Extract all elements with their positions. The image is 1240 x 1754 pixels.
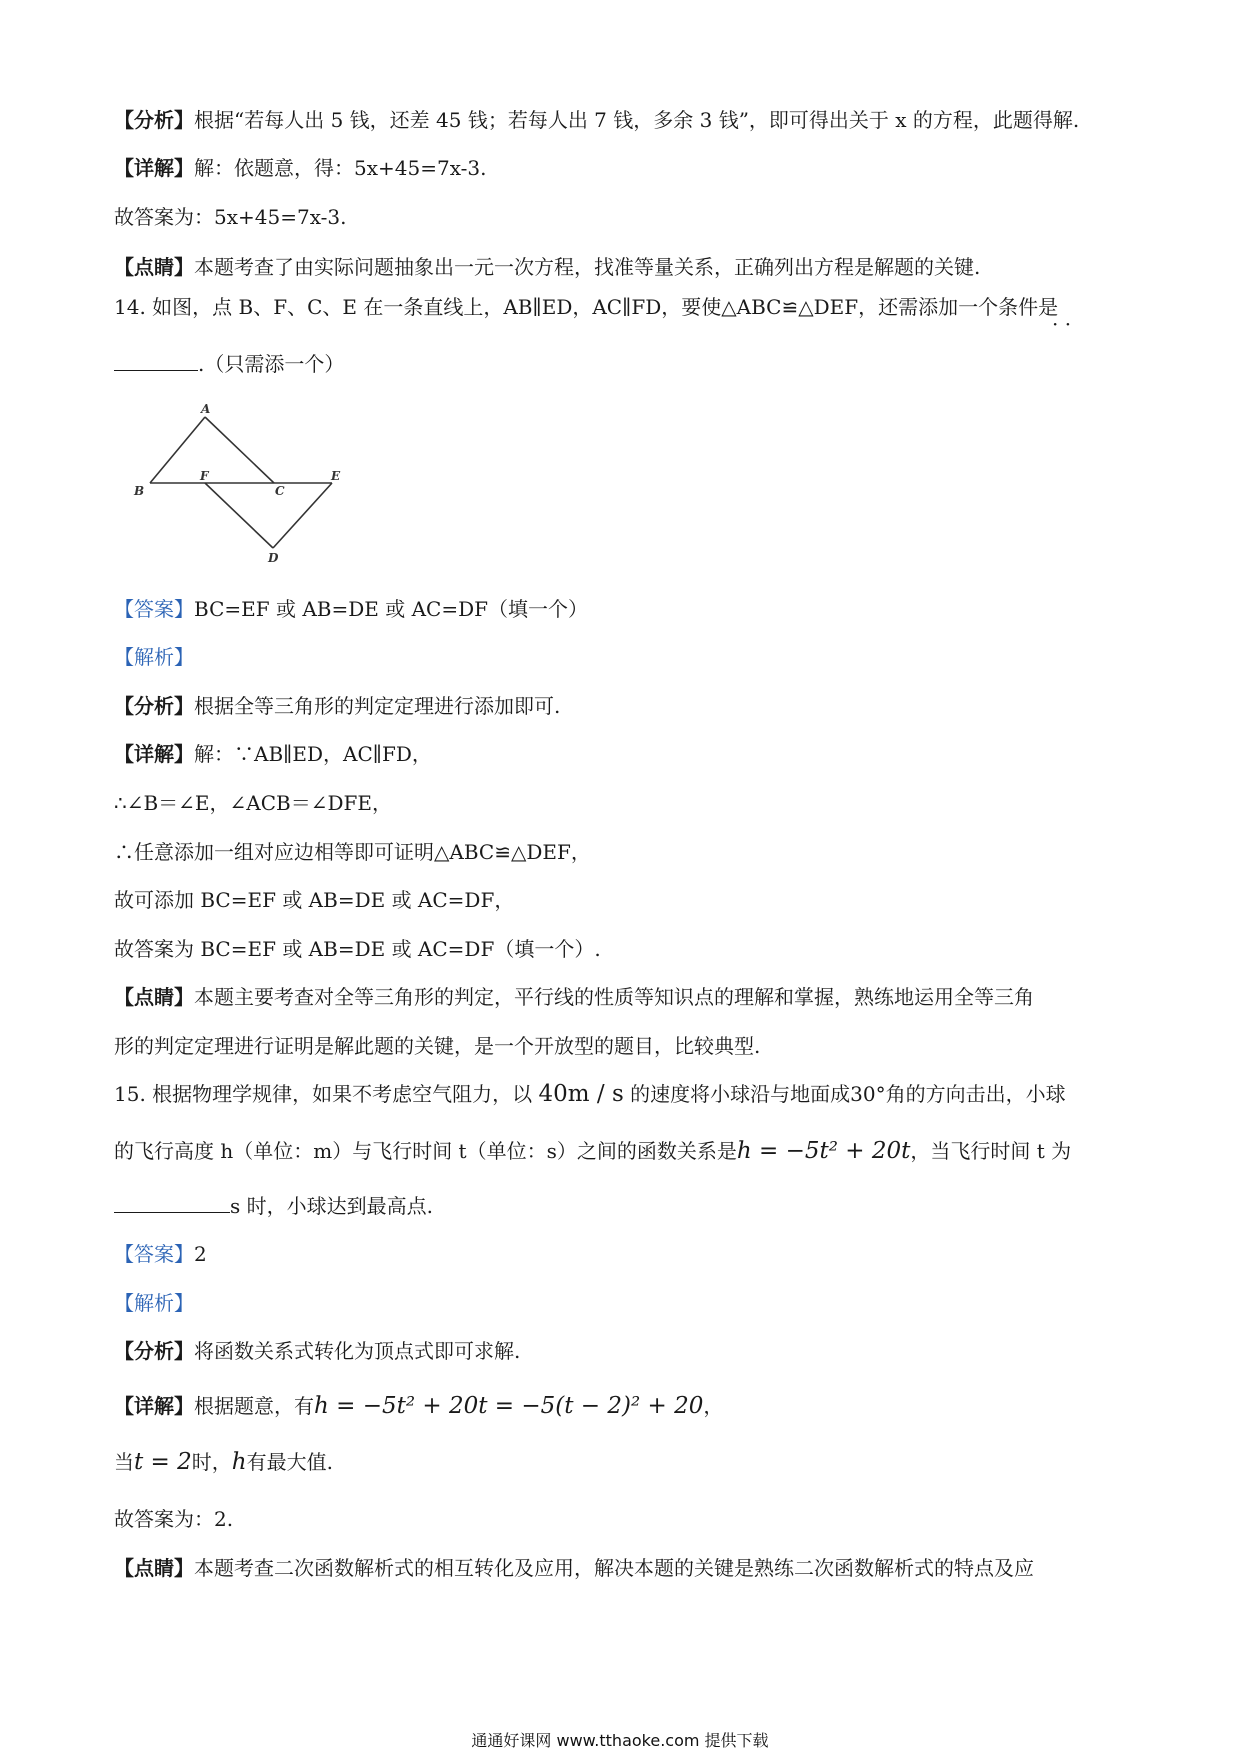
q15-explain (114, 1289, 194, 1317)
q13-comment (114, 253, 980, 281)
question-text: 14. 如图，点 B、F、C、E 在一条直线上，AB∥ED，AC∥FD，要使△ABC≌△DEF，还需添加一个条件是 (114, 295, 1059, 319)
answer-tag: 【答案】 (114, 597, 194, 621)
q13-answer-line (114, 203, 346, 231)
q15-when (114, 1448, 333, 1476)
q14-step4 (114, 935, 601, 963)
q14-detail (114, 740, 432, 768)
explain-tag: 【解析】 (114, 645, 194, 669)
step-text: ∴∠B＝∠E，∠ACB＝∠DFE， (114, 791, 393, 815)
q15-question-line1 (114, 1080, 1066, 1108)
label-b: B (134, 484, 145, 498)
analysis-tag: 【分析】 (114, 108, 194, 132)
footer-text: 通通好课网 www.tthaoke.com 提供下载 (471, 1731, 769, 1750)
question-text: 的速度将小球沿与地面成 (630, 1082, 851, 1106)
label-a: A (201, 402, 211, 416)
q13-analysis (114, 106, 1079, 134)
q14-step2 (114, 838, 591, 866)
answer-text: 2 (194, 1242, 207, 1266)
q15-question-line2 (114, 1137, 1071, 1165)
page-footer (0, 1728, 1240, 1751)
answer-line-text: 故答案为：2. (114, 1507, 234, 1531)
step-text: 故可添加 BC=EF 或 AB=DE 或 AC=DF， (114, 888, 515, 912)
vertex-formula: h = −5t² + 20t = −5(t − 2)² + 20 (314, 1393, 704, 1419)
h-symbol: h (231, 1449, 247, 1475)
question-text: ，当飞行时间 t 为 (910, 1139, 1072, 1163)
q15-answer (114, 1240, 207, 1268)
analysis-text: 根据“若每人出 5 钱，还差 45 钱；若每人出 7 钱，多余 3 钱”，即可得出关于 x 的方程，此题得解. (194, 108, 1080, 132)
function-formula: h = −5t² + 20t (736, 1138, 911, 1164)
comment-text: 形的判定定理进行证明是解此题的关键，是一个开放型的题目，比较典型. (114, 1034, 761, 1058)
angle-value: 30° (850, 1082, 886, 1106)
q14-question-line1 (114, 293, 1058, 321)
label-d: D (268, 551, 279, 565)
q15-answer-line (114, 1505, 233, 1533)
q14-answer (114, 595, 588, 623)
segment-ac (205, 417, 274, 483)
analysis-tag: 【分析】 (114, 694, 194, 718)
answer-text: BC=EF 或 AB=DE 或 AC=DF（填一个） (194, 597, 588, 621)
step-text: 故答案为 BC=EF 或 AB=DE 或 AC=DF（填一个）. (114, 937, 601, 961)
detail-tag: 【详解】 (114, 1394, 194, 1418)
label-f: F (200, 469, 209, 483)
detail-tag: 【详解】 (114, 156, 194, 180)
comment-tag: 【点睛】 (114, 985, 194, 1009)
speed-value: 40m / s (538, 1081, 624, 1107)
q14-comment-line2 (114, 1032, 760, 1060)
question-text: s 时，小球达到最高点. (230, 1194, 433, 1218)
analysis-text: 根据全等三角形的判定定理进行添加即可. (194, 694, 561, 718)
q13-detail (114, 154, 486, 182)
answer-blank (114, 352, 198, 371)
q14-step3 (114, 886, 514, 914)
question-text: 15. 根据物理学规律，如果不考虑空气阻力，以 (114, 1082, 533, 1106)
q14-question-line2: .（只需添一个） (114, 350, 344, 378)
step-text: ∴任意添加一组对应边相等即可证明△ABC≌△DEF， (114, 840, 591, 864)
detail-tag: 【详解】 (114, 742, 194, 766)
analysis-text: 将函数关系式转化为顶点式即可求解. (194, 1339, 521, 1363)
q15-question-line3 (114, 1192, 433, 1220)
question-text: 的飞行高度 h（单位：m）与飞行时间 t（单位：s）之间的函数关系是 (114, 1139, 737, 1163)
t-value: t = 2 (134, 1449, 192, 1475)
q14-analysis (114, 692, 560, 720)
when-text: 当 (114, 1450, 134, 1474)
q14-explain (114, 643, 194, 671)
segment-fd (205, 483, 273, 548)
when-text: 时， (191, 1450, 232, 1474)
label-c: C (275, 484, 285, 498)
explain-tag: 【解析】 (114, 1291, 194, 1315)
detail-text: 解：∵AB∥ED，AC∥FD， (194, 742, 432, 766)
q15-comment (114, 1554, 1034, 1582)
analysis-tag: 【分析】 (114, 1339, 194, 1363)
question-note: （只需添一个） (204, 352, 345, 376)
answer-tag: 【答案】 (114, 1242, 194, 1266)
comment-text: 本题考查了由实际问题抽象出一元一次方程，找准等量关系，正确列出方程是解题的关键. (194, 255, 981, 279)
comment-tag: 【点睛】 (114, 1556, 194, 1580)
answer-blank (114, 1194, 230, 1213)
segment-ab (150, 417, 205, 483)
q15-analysis (114, 1337, 520, 1365)
detail-text: 根据题意，有 (194, 1394, 314, 1418)
emphasis-dots: · · (1052, 312, 1072, 336)
q15-detail: 【详解】根据题意，有h = −5t² + 20t = −5(t − 2)² + 20， (114, 1393, 724, 1419)
detail-text: 解：依题意，得：5x+45=7x-3. (194, 156, 487, 180)
comment-text: 本题主要考查对全等三角形的判定，平行线的性质等知识点的理解和掌握，熟练地运用全等三角 (194, 985, 1034, 1009)
comment-tag: 【点睛】 (114, 255, 194, 279)
q14-comment-line1 (114, 983, 1034, 1011)
q14-step1 (114, 789, 392, 817)
answer-line-text: 故答案为：5x+45=7x-3. (114, 205, 347, 229)
comment-text: 本题考查二次函数解析式的相互转化及应用，解决本题的关键是熟练二次函数解析式的特点及应 (194, 1556, 1034, 1580)
geometry-figure (128, 400, 368, 570)
question-text: 角的方向击出，小球 (885, 1082, 1066, 1106)
when-text: 有最大值. (246, 1450, 333, 1474)
label-e: E (331, 469, 341, 483)
